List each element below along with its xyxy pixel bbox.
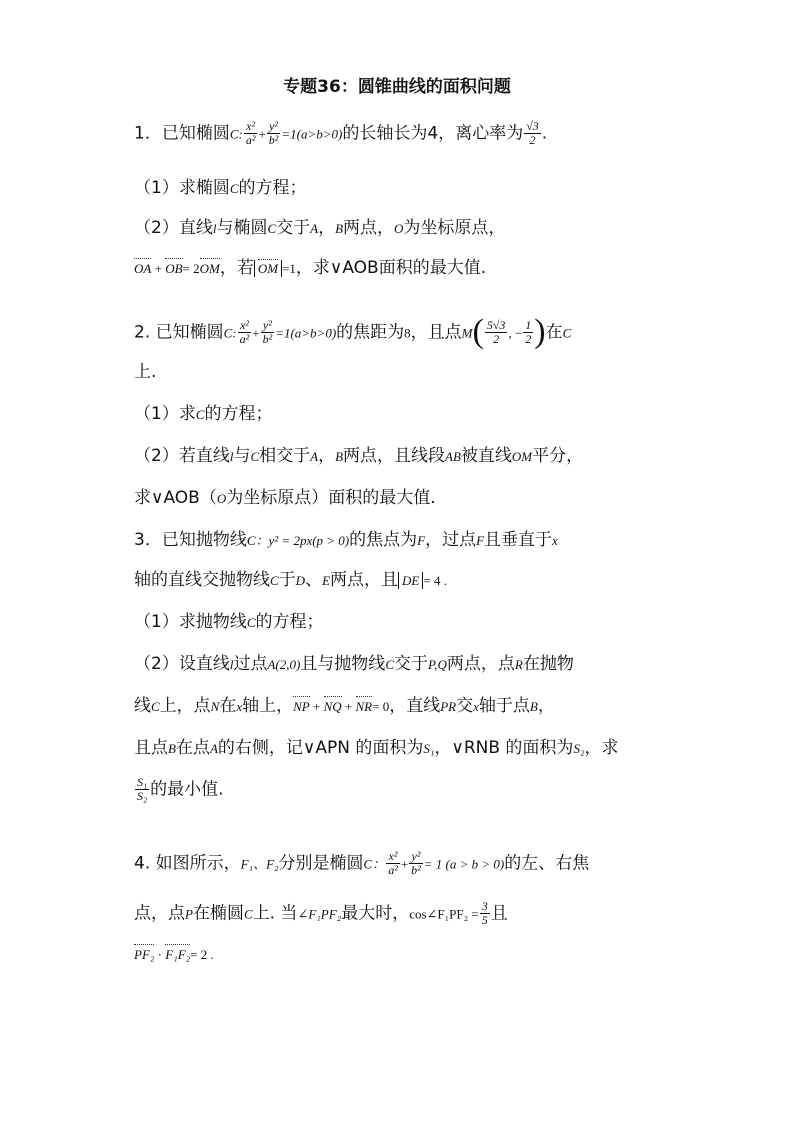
q3-part2: （2）设直线l过点A(2,0)且与抛物线C交于P,Q两点，点R在抛物 — [134, 654, 574, 674]
q3-part1: （1）求抛物线C的方程； — [134, 612, 324, 632]
q4-stem: 4. 如图所示，F₁、F₂分别是椭圆C： $\frac{\text{x²}}{\text{a²}}$ + $\frac{\text{y²}}{\text{b²}}$ = 1 (a > b > 0)的左、右焦 — [134, 849, 590, 878]
q2-part2-cont: 求∨AOB（O为坐标原点）面积的最大值. — [134, 488, 436, 508]
q3-stem-cont: 轴的直线交抛物线C于D、E两点，且 DE = 4 . — [134, 570, 447, 590]
q3-part2-line4: $\frac{\text{S₁}}{\text{S₂}}$ 的最小值. — [137, 775, 224, 804]
q1-stem: 1．已知椭圆C: $\frac{\text{x²}}{\text{a²}}$ + $\frac{\text{y²}}{\text{b²}}$ =1(a>b>0)的长轴长为4，离心率为 $\frac{√3}{2}$ . — [134, 119, 548, 148]
q3-part2-line2: 线C上，点N在x轴上，NP + NQ + NR= 0，直线PR交x轴于点B， — [134, 696, 555, 716]
q2-part2: （2）若直线l与C相交于A，B两点，且线段AB被直线OM平分， — [134, 446, 584, 466]
q3-part2-line3: 且点B在点A的右侧，记∨APN 的面积为S₁，∨RNB 的面积为S₂，求 — [134, 738, 619, 758]
q1-part2: （2）直线l与椭圆C交于A，B两点，O为坐标原点， — [134, 218, 506, 238]
page-title: 专题36：圆锥曲线的面积问题 — [283, 77, 511, 97]
q2-part1: （1）求C的方程； — [134, 404, 273, 424]
q3-stem: 3．已知抛物线C：y² = 2px(p > 0)的焦点为F，过点F且垂直于x — [134, 530, 558, 550]
q2-stem: 2. 已知椭圆C: $\frac{\text{x²}}{\text{a²}}$ + $\frac{\text{y²}}{\text{b²}}$ =1(a>b>0)的焦距为8，且点M( $\frac{5√3}{2}$ , − $\frac{1}{2}$ )在C — [134, 313, 572, 350]
q2-stem-wrap: 上. — [134, 362, 157, 382]
q1-part2-cont: OA + OB= 2OM，若 OM =1，求∨AOB面积的最大值. — [134, 258, 487, 278]
q1-part1: （1）求椭圆C的方程； — [134, 178, 307, 198]
q4-stem-cont: 点，点P在椭圆C上. 当∠F₁PF₂最大时，cos∠F₁PF₂ = $\frac{3}{5}$ 且 — [134, 899, 508, 928]
q4-stem-cont2: PF₂ · F₁F₂= 2 . — [134, 947, 214, 962]
